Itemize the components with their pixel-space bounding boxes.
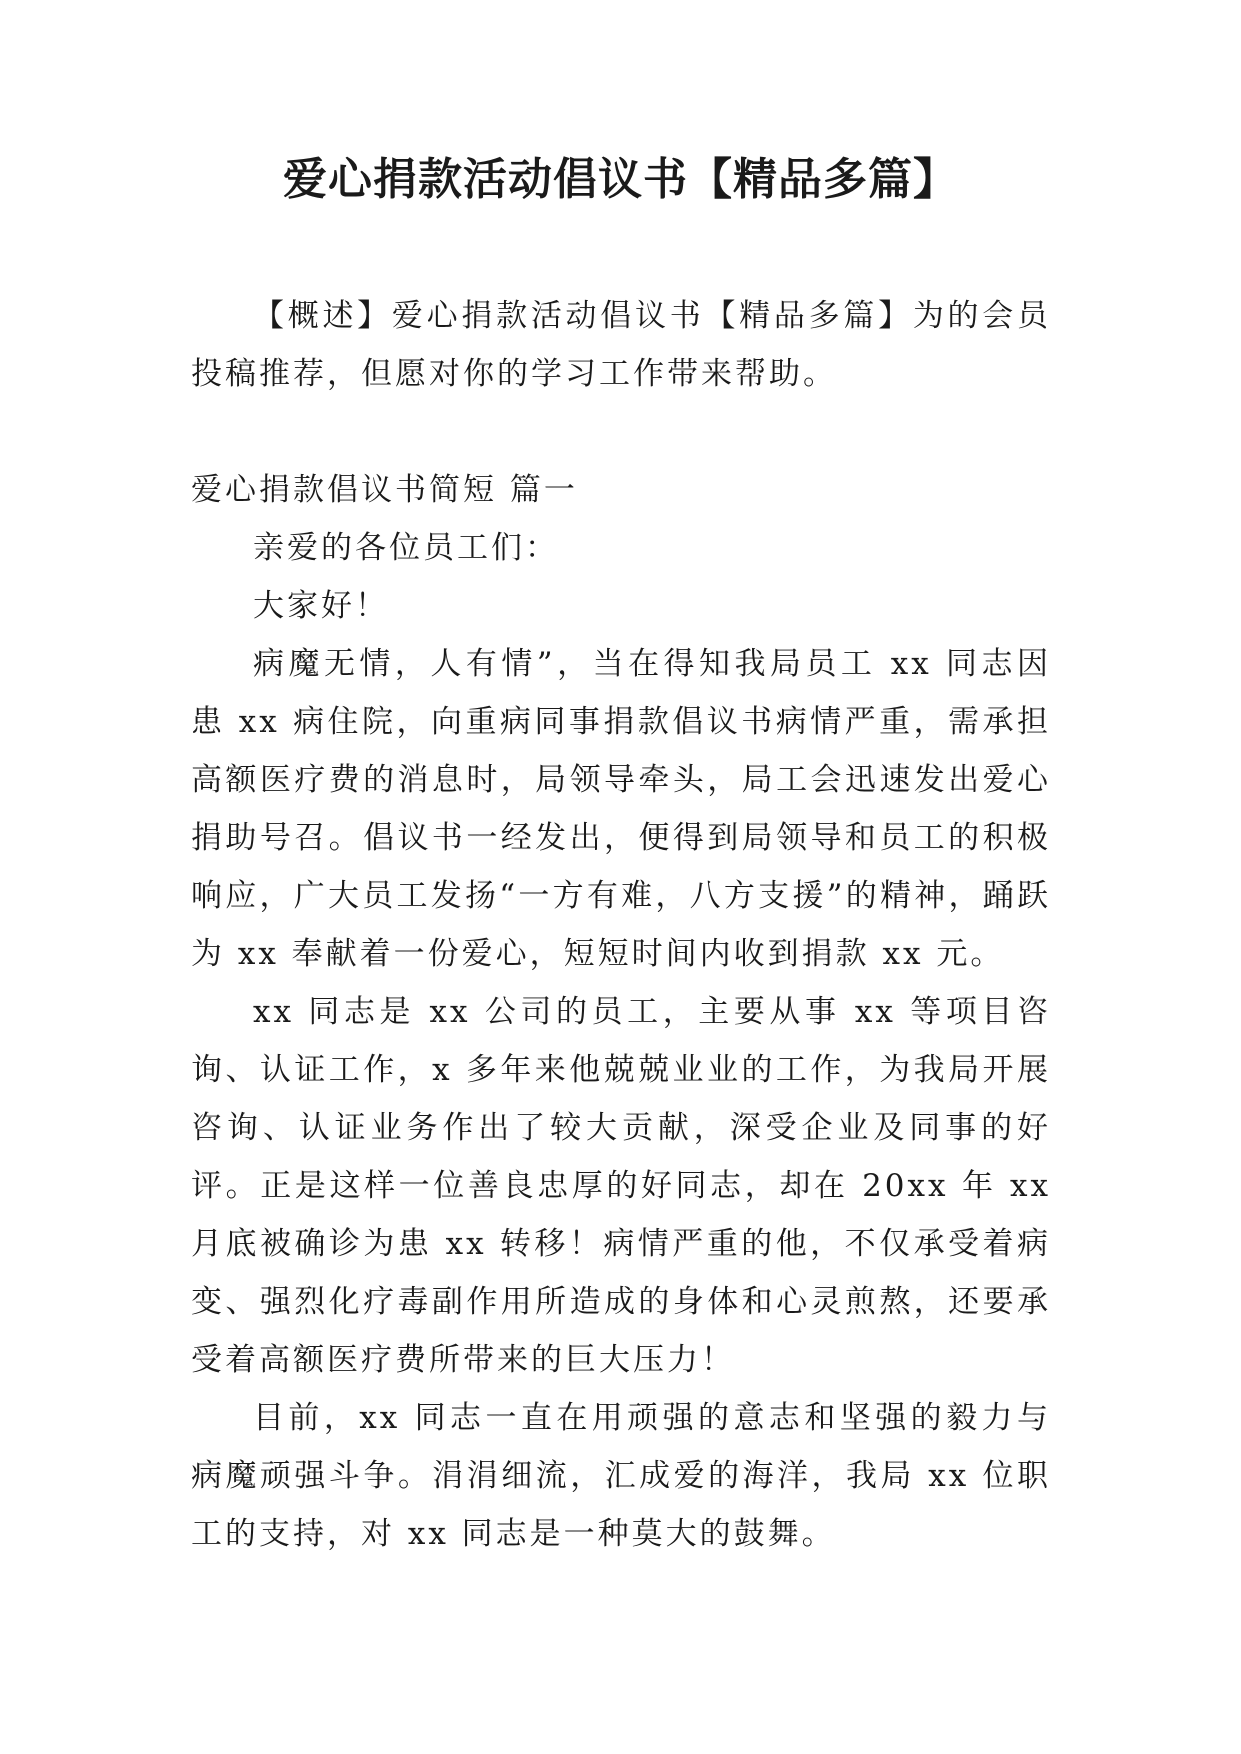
section-heading: 爱心捐款倡议书简短 篇一 — [191, 472, 578, 508]
body-paragraph: 目前，xx 同志一直在用顽强的意志和坚强的毅力与病魔顽强斗争。涓涓细流，汇成爱的海洋，我局 xx 位职工的支持，对 xx 同志是一种莫大的鼓舞。 — [191, 1400, 1051, 1552]
document-title: 爱心捐款活动倡议书【精品多篇】 — [283, 154, 958, 205]
document-body — [191, 287, 1051, 1563]
summary-paragraph: 【概述】爱心捐款活动倡议书【精品多篇】为的会员投稿推荐，但愿对你的学习工作带来帮助。 — [191, 298, 1051, 392]
body-paragraph: xx 同志是 xx 公司的员工，主要从事 xx 等项目咨询、认证工作，x 多年来他兢兢业业的工作，为我局开展咨询、认证业务作出了较大贡献，深受企业及同事的好评。正是这样一位善良忠厚的好同志，却在 20xx 年 xx 月底被确诊为患 xx 转移！病情严重的他，不仅承受着病变、强烈化疗毒副作用所造成的身体和心灵煎熬，还要承受着高额医疗费所带来的巨大压力！ — [191, 994, 1051, 1378]
body-paragraph: 病魔无情，人有情”，当在得知我局员工 xx 同志因患 xx 病住院，向重病同事捐款倡议书病情严重，需承担高额医疗费的消息时，局领导牵头，局工会迅速发出爱心捐助号召。倡议书一经发出，便得到局领导和员工的积极响应，广大员工发扬“一方有难，八方支援”的精神，踊跃为 xx 奉献着一份爱心，短短时间内收到捐款 xx 元。 — [191, 646, 1051, 972]
greeting: 大家好！ — [253, 588, 389, 624]
salutation: 亲爱的各位员工们： — [253, 530, 559, 566]
